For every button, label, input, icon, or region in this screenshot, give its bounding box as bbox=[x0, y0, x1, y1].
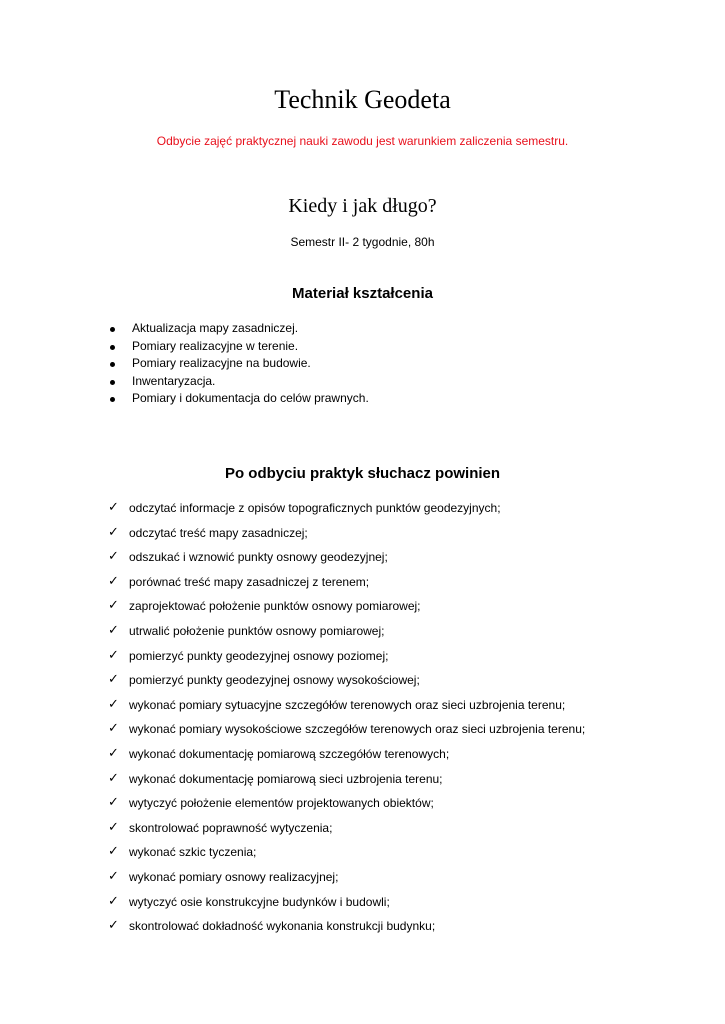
outcome-item-text: wykonać pomiary sytuacyjne szczegółów terenowych oraz sieci uzbrojenia terenu; bbox=[129, 697, 566, 712]
checkmark-icon: ✓ bbox=[108, 573, 119, 589]
outcome-item-text: wytyczyć położenie elementów projektowanych obiektów; bbox=[129, 796, 434, 811]
outcome-item-text: porównać treść mapy zasadniczej z terenem; bbox=[129, 574, 370, 589]
outcome-item-text: skontrolować dokładność wykonania konstrukcji budynku; bbox=[129, 919, 436, 934]
outcome-item-text: zaprojektować położenie punktów osnowy pomiarowej; bbox=[129, 599, 421, 614]
outcome-item-text: pomierzyć punkty geodezyjnej osnowy wysokościowej; bbox=[129, 673, 420, 688]
page-title: Technik Geodeta bbox=[274, 85, 451, 114]
outcome-item-text: utrwalić położenie punktów osnowy pomiarowej; bbox=[129, 623, 385, 638]
checkmark-icon: ✓ bbox=[108, 524, 119, 540]
material-heading: Materiał kształcenia bbox=[292, 285, 433, 302]
checkmark-icon: ✓ bbox=[108, 672, 119, 688]
material-item-text: Pomiary i dokumentacja do celów prawnych. bbox=[132, 391, 369, 405]
outcome-item-text: wykonać dokumentację pomiarową szczegółów terenowych; bbox=[129, 746, 450, 761]
outcome-item-text: wykonać dokumentację pomiarową sieci uzbrojenia terenu; bbox=[129, 771, 443, 786]
bullet-icon bbox=[110, 345, 115, 350]
checkmark-icon: ✓ bbox=[108, 696, 119, 712]
checkmark-icon: ✓ bbox=[108, 721, 119, 737]
outcome-item-text: wykonać pomiary osnowy realizacyjnej; bbox=[129, 869, 339, 884]
checkmark-icon: ✓ bbox=[108, 819, 119, 835]
material-item-text: Aktualizacja mapy zasadniczej. bbox=[132, 321, 299, 335]
checkmark-icon: ✓ bbox=[108, 770, 119, 786]
outcome-item-text: odczytać treść mapy zasadniczej; bbox=[129, 525, 308, 540]
outcome-item-text: odszukać i wznowić punkty osnowy geodezyjnej; bbox=[129, 550, 388, 565]
outcomes-heading: Po odbyciu praktyk słuchacz powinien bbox=[224, 465, 501, 482]
checkmark-icon: ✓ bbox=[108, 745, 119, 761]
bullet-icon bbox=[110, 362, 115, 367]
outcome-item-text: wykonać szkic tyczenia; bbox=[129, 845, 257, 860]
checkmark-icon: ✓ bbox=[108, 549, 119, 565]
checkmark-icon: ✓ bbox=[108, 598, 119, 614]
checkmark-icon: ✓ bbox=[108, 622, 119, 638]
checkmark-icon: ✓ bbox=[108, 893, 119, 909]
checkmark-icon: ✓ bbox=[108, 647, 119, 663]
outcome-item-text: pomierzyć punkty geodezyjnej osnowy poziomej; bbox=[129, 648, 389, 663]
material-item-text: Pomiary realizacyjne w terenie. bbox=[132, 338, 299, 353]
outcome-item-text: skontrolować poprawność wytyczenia; bbox=[129, 820, 333, 835]
checkmark-icon: ✓ bbox=[108, 918, 119, 934]
outcome-item-text: wytyczyć osie konstrukcyjne budynków i budowli; bbox=[129, 894, 390, 909]
bullet-icon bbox=[110, 380, 115, 385]
notice-text: Odbycie zajęć praktycznej nauki zawodu jest warunkiem zaliczenia semestru. bbox=[156, 134, 569, 148]
bullet-icon bbox=[110, 327, 115, 332]
material-item-text: Inwentaryzacja. bbox=[132, 373, 216, 388]
material-item-text: Pomiary realizacyjne na budowie. bbox=[132, 356, 311, 370]
checkmark-icon: ✓ bbox=[108, 844, 119, 860]
checkmark-icon: ✓ bbox=[108, 868, 119, 884]
checkmark-icon: ✓ bbox=[108, 500, 119, 515]
semester-text: Semestr II- 2 tygodnie, 80h bbox=[290, 235, 435, 249]
checkmark-icon: ✓ bbox=[108, 795, 119, 811]
when-heading: Kiedy i jak długo? bbox=[288, 195, 437, 217]
bullet-icon bbox=[110, 397, 115, 402]
outcome-item-text: odczytać informacje z opisów topograficznych punktów geodezyjnych; bbox=[129, 501, 501, 515]
outcome-item-text: wykonać pomiary wysokościowe szczegółów terenowych oraz sieci uzbrojenia terenu; bbox=[129, 722, 586, 737]
